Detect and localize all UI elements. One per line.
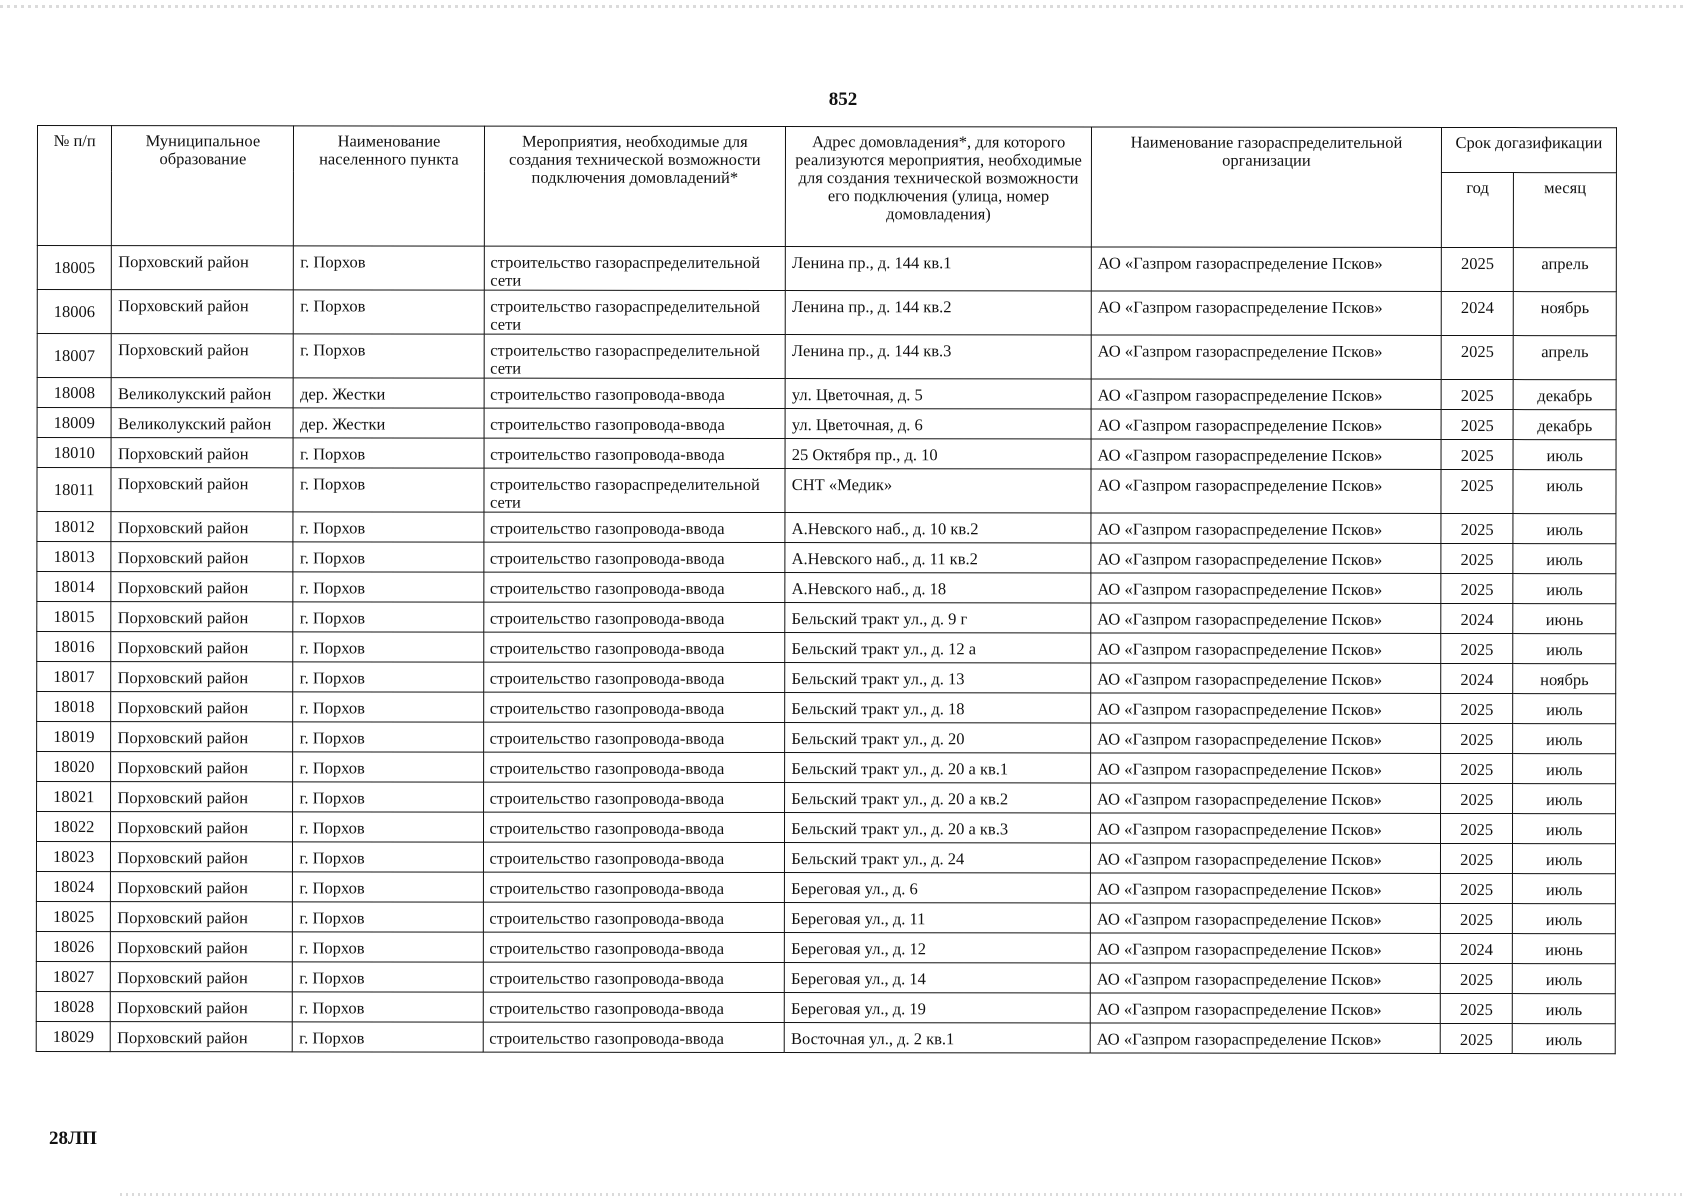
cell-address: Береговая ул., д. 6 [785,873,1091,903]
cell-year: 2025 [1441,573,1513,603]
cell-year: 2025 [1441,247,1513,291]
table-row [36,842,1615,874]
cell-year: 2025 [1440,873,1512,903]
cell-settlement: г. Порхов [293,872,483,902]
cell-address: Бельский тракт ул., д. 18 [785,693,1091,723]
cell-settlement: г. Порхов [293,752,483,782]
cell-address: Ленина пр., д. 144 кв.1 [786,247,1092,291]
cell-measure: строительство газопровода-ввода [483,962,785,992]
cell-settlement: г. Порхов [293,602,483,632]
cell-measure: строительство газопровода-ввода [483,662,785,692]
cell-address: Береговая ул., д. 19 [784,993,1090,1023]
table-row [37,438,1616,470]
cell-organization: АО «Газпром газораспределение Псков» [1091,439,1441,469]
cell-month: июль [1513,994,1616,1024]
cell-year: 2025 [1441,469,1513,513]
cell-measure: строительство газопровода-ввода [483,722,785,752]
cell-measure: строительство газопровода-ввода [483,992,785,1022]
cell-measure: строительство газопровода-ввода [483,932,785,962]
cell-measure: строительство газопровода-ввода [484,438,786,468]
cell-municipality: Порховский район [111,752,293,782]
cell-num: 18024 [36,872,110,902]
cell-measure: строительство газопровода-ввода [483,602,785,632]
cell-month: июль [1513,440,1616,470]
cell-measure: строительство газопровода-ввода [483,692,785,722]
cell-municipality: Порховский район [111,932,293,962]
cell-month: июль [1513,814,1616,844]
cell-organization: АО «Газпром газораспределение Псков» [1091,603,1441,633]
cell-month: ноябрь [1513,664,1616,694]
cell-measure: строительство газораспределительной сети [484,246,786,290]
cell-settlement: г. Порхов [293,692,483,722]
cell-num: 18023 [36,842,110,872]
table-row [37,602,1616,634]
cell-month: июль [1513,724,1616,754]
cell-municipality: Порховский район [111,962,293,992]
cell-num: 18010 [37,438,111,468]
table-row [36,872,1615,904]
table-row [37,752,1616,784]
table-row [37,290,1616,336]
cell-settlement: г. Порхов [293,722,483,752]
cell-year: 2025 [1441,753,1513,783]
cell-address: Ленина пр., д. 144 кв.2 [785,291,1091,335]
cell-month: апрель [1514,336,1617,380]
cell-organization: АО «Газпром газораспределение Псков» [1091,573,1441,603]
header-year: год [1441,172,1514,247]
cell-month: июнь [1513,934,1616,964]
cell-settlement: г. Порхов [293,512,483,542]
cell-year: 2025 [1440,963,1512,993]
cell-month: декабрь [1513,410,1616,440]
page-number: 852 [828,89,858,110]
cell-municipality: Порховский район [111,632,293,662]
cell-measure: строительство газопровода-ввода [483,752,785,782]
cell-measure: строительство газопровода-ввода [484,408,786,438]
table-row [37,662,1616,694]
cell-month: июль [1513,634,1616,664]
cell-address: Бельский тракт ул., д. 20 [785,723,1091,753]
cell-num: 18015 [37,602,111,632]
cell-measure: строительство газораспределительной сети [483,468,785,512]
cell-num: 18009 [37,408,111,438]
cell-organization: АО «Газпром газораспределение Псков» [1091,783,1441,813]
table-row [37,542,1616,574]
cell-measure: строительство газораспределительной сети [484,290,786,334]
cell-measure: строительство газопровода-ввода [483,782,785,812]
cell-organization: АО «Газпром газораспределение Псков» [1091,409,1441,439]
cell-year: 2024 [1441,663,1513,693]
cell-organization: АО «Газпром газораспределение Псков» [1091,693,1441,723]
cell-year: 2024 [1440,933,1512,963]
table-row [37,572,1616,604]
cell-year: 2025 [1441,723,1513,753]
cell-settlement: г. Порхов [293,1022,483,1052]
cell-settlement: г. Порхов [293,902,483,932]
cell-address: 25 Октября пр., д. 10 [785,439,1091,469]
cell-municipality: Порховский район [111,812,293,842]
cell-address: Восточная ул., д. 2 кв.1 [784,1023,1090,1053]
header-row [37,126,1616,173]
cell-municipality: Порховский район [111,842,293,872]
footer-code: 28ЛП [49,1128,97,1149]
cell-address: Бельский тракт ул., д. 20 а кв.2 [785,783,1091,813]
cell-num: 18006 [37,290,111,334]
table-row [37,334,1616,380]
cell-municipality: Порховский район [111,1022,293,1052]
cell-settlement: г. Порхов [293,632,483,662]
cell-municipality: Порховский район [111,468,293,512]
cell-year: 2025 [1440,1023,1512,1053]
cell-organization: АО «Газпром газораспределение Псков» [1090,903,1440,933]
table-row [37,378,1616,410]
cell-measure: строительство газопровода-ввода [483,812,785,842]
cell-settlement: дер. Жестки [294,408,484,438]
cell-address: Бельский тракт ул., д. 9 г [785,603,1091,633]
cell-measure: строительство газопровода-ввода [483,632,785,662]
cell-settlement: г. Порхов [293,438,483,468]
cell-settlement: г. Порхов [293,812,483,842]
table-row [36,901,1615,933]
header-organization: Наименование газораспределительной организации [1091,127,1441,247]
cell-month: июль [1513,574,1616,604]
cell-organization: АО «Газпром газораспределение Псков» [1091,753,1441,783]
cell-municipality: Порховский район [111,512,293,542]
cell-measure: строительство газопровода-ввода [483,872,785,902]
cell-measure: строительство газораспределительной сети [484,334,786,378]
cell-year: 2025 [1441,335,1513,379]
table-row [36,991,1615,1023]
cell-year: 2025 [1440,813,1512,843]
table-row [36,961,1615,993]
header-settlement: Наименование населенного пункта [294,126,484,246]
cell-municipality: Порховский район [111,602,293,632]
cell-organization: АО «Газпром газораспределение Псков» [1090,873,1440,903]
cell-num: 18005 [37,246,111,290]
cell-month: июль [1513,904,1616,934]
cell-month: апрель [1514,248,1617,292]
cell-settlement: г. Порхов [293,782,483,812]
cell-settlement: г. Порхов [293,992,483,1022]
cell-num: 18026 [36,931,110,961]
cell-address: ул. Цветочная, д. 5 [785,379,1091,409]
cell-organization: АО «Газпром газораспределение Псков» [1091,291,1441,335]
scan-edge-top [0,5,1686,8]
table-row [37,632,1616,664]
header-measures: Мероприятия, необходимые для создания технической возможности подключения домовладений* [484,126,786,246]
table-body [36,246,1616,1054]
cell-address: Бельский тракт ул., д. 20 а кв.3 [785,813,1091,843]
cell-address: ул. Цветочная, д. 6 [785,409,1091,439]
cell-measure: строительство газопровода-ввода [484,378,786,408]
cell-measure: строительство газопровода-ввода [483,902,785,932]
cell-organization: АО «Газпром газораспределение Псков» [1090,843,1440,873]
cell-num: 18013 [37,542,111,572]
cell-num: 18011 [37,468,111,512]
cell-num: 18027 [36,961,110,991]
cell-num: 18016 [37,632,111,662]
cell-organization: АО «Газпром газораспределение Псков» [1091,723,1441,753]
gasification-table [36,125,1617,1054]
cell-settlement: г. Порхов [294,290,484,334]
cell-year: 2025 [1440,993,1512,1023]
cell-settlement: г. Порхов [293,468,483,512]
header-month: месяц [1514,173,1617,248]
header-num: № п/п [37,126,112,246]
cell-settlement: г. Порхов [293,842,483,872]
header-deadline: Срок догазификации [1441,127,1616,172]
cell-year: 2025 [1441,783,1513,813]
table-row [37,468,1616,514]
scan-edge-bottom [120,1193,1686,1196]
cell-num: 18020 [37,752,111,782]
cell-address: Бельский тракт ул., д. 12 а [785,633,1091,663]
cell-year: 2025 [1441,379,1513,409]
cell-organization: АО «Газпром газораспределение Псков» [1091,663,1441,693]
cell-num: 18025 [36,901,110,931]
cell-measure: строительство газопровода-ввода [483,1022,785,1052]
cell-organization: АО «Газпром газораспределение Псков» [1091,543,1441,573]
cell-address: СНТ «Медик» [785,469,1091,513]
cell-month: июль [1513,874,1616,904]
cell-organization: АО «Газпром газораспределение Псков» [1090,1023,1440,1053]
cell-month: декабрь [1513,380,1616,410]
cell-num: 18021 [37,782,111,812]
cell-year: 2024 [1441,603,1513,633]
cell-num: 18028 [36,991,110,1021]
cell-settlement: г. Порхов [293,962,483,992]
cell-month: июль [1513,694,1616,724]
cell-year: 2025 [1441,693,1513,723]
cell-month: июль [1513,964,1616,994]
cell-organization: АО «Газпром газораспределение Псков» [1090,993,1440,1023]
cell-year: 2025 [1441,409,1513,439]
cell-address: А.Невского наб., д. 10 кв.2 [785,513,1091,543]
cell-address: Береговая ул., д. 14 [785,963,1091,993]
cell-municipality: Великолукский район [111,408,293,438]
cell-municipality: Порховский район [111,662,293,692]
cell-address: Бельский тракт ул., д. 24 [785,843,1091,873]
cell-organization: АО «Газпром газораспределение Псков» [1090,963,1440,993]
cell-settlement: г. Порхов [294,334,484,378]
cell-municipality: Великолукский район [112,378,294,408]
table-row [37,408,1616,440]
cell-municipality: Порховский район [112,334,294,378]
cell-municipality: Порховский район [111,438,293,468]
cell-address: Береговая ул., д. 11 [785,903,1091,933]
cell-measure: строительство газопровода-ввода [483,842,785,872]
cell-settlement: дер. Жестки [294,378,484,408]
cell-organization: АО «Газпром газораспределение Псков» [1091,379,1441,409]
cell-organization: АО «Газпром газораспределение Псков» [1090,933,1440,963]
cell-address: Бельский тракт ул., д. 20 а кв.1 [785,753,1091,783]
cell-month: июль [1513,470,1616,514]
cell-address: Ленина пр., д. 144 кв.3 [785,335,1091,379]
cell-settlement: г. Порхов [294,246,484,290]
cell-month: июль [1513,784,1616,814]
cell-num: 18007 [37,334,111,378]
cell-municipality: Порховский район [111,992,293,1022]
cell-month: ноябрь [1514,292,1617,336]
table-row [37,512,1616,544]
cell-address: А.Невского наб., д. 18 [785,573,1091,603]
table-row [36,812,1615,844]
cell-municipality: Порховский район [111,572,293,602]
cell-num: 18022 [36,812,110,842]
cell-settlement: г. Порхов [293,662,483,692]
cell-address: А.Невского наб., д. 11 кв.2 [785,543,1091,573]
table-row [37,692,1616,724]
cell-settlement: г. Порхов [293,572,483,602]
table-row [37,722,1616,754]
cell-year: 2025 [1440,843,1512,873]
cell-address: Бельский тракт ул., д. 13 [785,663,1091,693]
cell-num: 18019 [37,722,111,752]
cell-month: июль [1513,754,1616,784]
cell-year: 2025 [1441,439,1513,469]
cell-settlement: г. Порхов [293,932,483,962]
cell-organization: АО «Газпром газораспределение Псков» [1090,813,1440,843]
cell-municipality: Порховский район [111,872,293,902]
cell-year: 2024 [1441,291,1513,335]
cell-num: 18008 [37,378,111,408]
table-row [37,782,1616,814]
header-municipality: Муниципальное образование [112,126,294,246]
cell-settlement: г. Порхов [293,542,483,572]
table-row [37,246,1616,292]
cell-measure: строительство газопровода-ввода [483,572,785,602]
cell-organization: АО «Газпром газораспределение Псков» [1091,513,1441,543]
cell-month: июль [1513,1024,1616,1054]
cell-year: 2025 [1441,513,1513,543]
cell-num: 18018 [37,692,111,722]
table-row [36,1021,1615,1053]
cell-organization: АО «Газпром газораспределение Псков» [1091,633,1441,663]
cell-month: июнь [1513,604,1616,634]
cell-municipality: Порховский район [112,290,294,334]
cell-municipality: Порховский район [111,902,293,932]
cell-municipality: Порховский район [111,542,293,572]
cell-month: июль [1513,844,1616,874]
cell-num: 18017 [37,662,111,692]
cell-num: 18014 [37,572,111,602]
cell-organization: АО «Газпром газораспределение Псков» [1091,247,1441,291]
header-address: Адрес домовладения*, для которого реализуются мероприятия, необходимые для создания технической возможности его подключения (улица, номер домовладения) [786,127,1092,247]
cell-address: Береговая ул., д. 12 [785,933,1091,963]
cell-municipality: Порховский район [111,782,293,812]
cell-month: июль [1513,514,1616,544]
cell-num: 18012 [37,512,111,542]
table-row [36,931,1615,963]
cell-year: 2025 [1440,903,1512,933]
cell-month: июль [1513,544,1616,574]
cell-organization: АО «Газпром газораспределение Псков» [1091,469,1441,513]
cell-municipality: Порховский район [111,692,293,722]
cell-num: 18029 [36,1021,110,1051]
cell-year: 2025 [1441,543,1513,573]
cell-measure: строительство газопровода-ввода [483,512,785,542]
cell-organization: АО «Газпром газораспределение Псков» [1091,335,1441,379]
cell-measure: строительство газопровода-ввода [483,542,785,572]
cell-year: 2025 [1441,633,1513,663]
cell-municipality: Порховский район [111,722,293,752]
cell-municipality: Порховский район [112,246,294,290]
